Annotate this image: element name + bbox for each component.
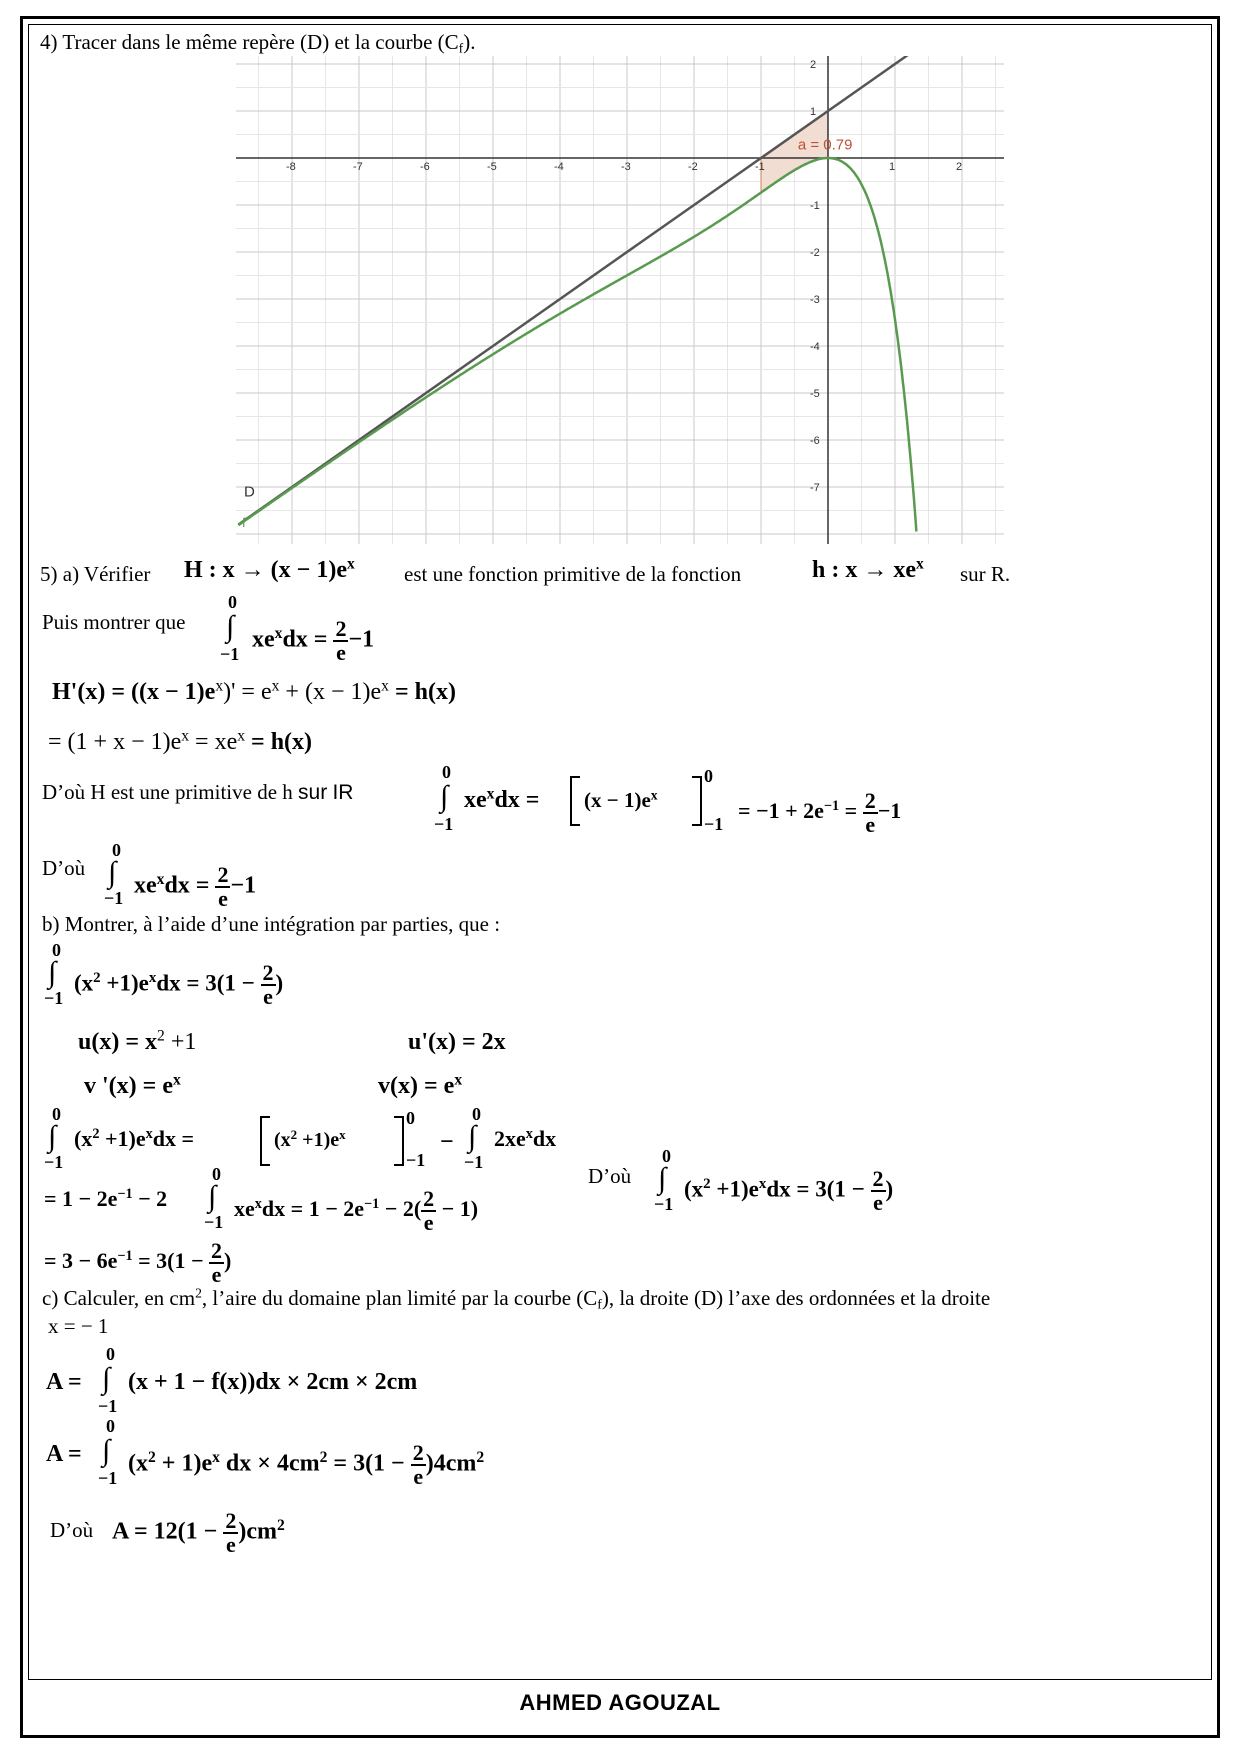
A2-lhs: A = — [46, 1441, 82, 1467]
proof-l1-d: = h(x) — [388, 679, 456, 705]
eval-bracket-exp: x — [650, 787, 658, 803]
ipp-minus: − — [440, 1129, 454, 1155]
question-5a-prefix: 5) a) Vérifier — [40, 562, 151, 586]
proof-exp: x — [181, 727, 190, 745]
y-tick-label: -3 — [810, 294, 820, 306]
5b-int-upper: 0 — [52, 940, 61, 960]
5c-t2: , l’aire du domaine plan limité par la courbe (C — [201, 1286, 598, 1310]
ipp2-int-lower: −1 — [464, 1152, 484, 1172]
5b-fraction — [261, 962, 276, 1008]
l2-d: dx = 1 − 2e — [261, 1196, 364, 1222]
l3-b: = 3(1 − — [132, 1248, 204, 1274]
x-tick-label: -2 — [688, 161, 698, 173]
u-text: u(x) = x — [78, 1029, 158, 1055]
eval-result-text: = −1 + 2e — [738, 798, 824, 824]
5b-dou-int-upper: 0 — [662, 1146, 671, 1166]
5b-dou-b: +1)e — [710, 1176, 759, 1202]
ipp-body-b: +1)e — [99, 1126, 146, 1151]
proof-line-2 — [48, 727, 313, 755]
5c-t3: ), la droite (D) l’axe des ordonnées et la droite — [601, 1286, 991, 1310]
A2-cm2-end: 2 — [476, 1448, 485, 1466]
u-prime-def — [408, 1030, 506, 1054]
h-definition: h : x → xe — [812, 557, 916, 583]
y-tick-label: -5 — [810, 388, 820, 400]
u-prime-text: u'(x) = 2x — [408, 1029, 506, 1055]
A2-b: + 1)e — [155, 1450, 213, 1477]
eval-dx: dx = — [494, 787, 540, 813]
int-dx: dx = — [282, 626, 328, 653]
final-frac-den: e — [225, 1532, 236, 1557]
l2-frac-den: e — [423, 1210, 434, 1235]
y-tick-label: 2 — [810, 59, 817, 71]
dou-frac-num: 2 — [217, 862, 229, 887]
question-5a-h — [812, 555, 924, 583]
ipp-right-dx: dx — [532, 1126, 557, 1151]
A1-rhs: (x + 1 − f(x))dx × 2cm × 2cm — [128, 1369, 418, 1395]
proof-exp: x — [237, 727, 246, 745]
dou-frac-den: e — [218, 886, 228, 911]
ipp-left — [74, 1128, 194, 1150]
eval-upper: 0 — [704, 766, 713, 786]
question-5b: b) Montrer, à l’aide d’une intégration par parties, que : — [42, 912, 501, 936]
u-sq: 2 — [157, 1027, 165, 1045]
dou-body-exp: x — [156, 870, 165, 888]
l3-close: ) — [224, 1248, 232, 1274]
l3-fraction — [209, 1240, 224, 1286]
l2-int-lower: −1 — [204, 1212, 224, 1232]
A2-a: (x — [128, 1450, 148, 1477]
5b-sq: 2 — [93, 970, 101, 987]
5b-dou-sq: 2 — [703, 1176, 711, 1193]
l2-c-exp: x — [254, 1196, 262, 1213]
question-4 — [40, 30, 475, 54]
l2-a-exp: −1 — [117, 1186, 133, 1203]
proof-exp: x — [381, 677, 389, 695]
eval-bracket-text: (x − 1)e — [584, 788, 651, 812]
A2-integral-sign: ∫ — [102, 1434, 111, 1467]
area-label: a = 0.79 — [797, 136, 853, 154]
v-prime-def — [84, 1071, 181, 1099]
donc-primitive — [42, 780, 353, 805]
A1-int-lower: −1 — [98, 1396, 118, 1416]
l2-a: = 1 − 2e — [44, 1186, 118, 1211]
5b-int-lower: −1 — [44, 988, 64, 1008]
5b-close: ) — [275, 970, 284, 996]
sur-text: sur — [298, 781, 328, 804]
x-tick-label: -6 — [420, 161, 430, 173]
u-def — [78, 1027, 197, 1055]
l2-b: − 2 — [132, 1186, 168, 1211]
H-exponent: x — [346, 555, 355, 573]
ipp-int-lower: −1 — [44, 1152, 64, 1172]
l3-frac-den: e — [211, 1262, 222, 1287]
5b-dou-body — [684, 1168, 893, 1214]
5c-t1: c) Calculer, en cm — [42, 1286, 196, 1310]
fraction-2-over-e — [333, 618, 348, 664]
ipp-right-text: 2xe — [494, 1126, 526, 1151]
question-5a-mid: est une fonction primitive de la fonction — [404, 562, 742, 586]
l3-frac-num: 2 — [211, 1238, 223, 1263]
v-text: v(x) = e — [378, 1073, 455, 1099]
puis-montrer: Puis montrer que — [42, 610, 186, 634]
proof-exp: x — [215, 677, 224, 695]
5b-dx: dx = 3(1 − — [156, 970, 255, 996]
y-tick-label: -4 — [810, 341, 820, 353]
eval-int-body — [464, 785, 540, 813]
A1-lhs: A = — [46, 1369, 82, 1395]
dou-int-body — [134, 864, 256, 910]
A2-frac-den: e — [413, 1464, 424, 1489]
eval-bracket-body — [584, 787, 658, 812]
ipp-integral-sign: ∫ — [48, 1120, 57, 1153]
dou-body-text: xe — [134, 872, 157, 899]
proof-l2-a: = (1 + x − 1)e — [48, 729, 182, 755]
x-tick-label: -1 — [755, 161, 765, 173]
l2-frac-num: 2 — [423, 1186, 435, 1211]
question-4-text: 4) Tracer dans le même repère (D) et la courbe (C — [40, 30, 459, 54]
l2-e: − 2( — [379, 1196, 422, 1222]
donc-text: D’où H est une primitive de h — [42, 780, 293, 804]
ipp-bracket-upper: 0 — [406, 1108, 415, 1128]
ipp-exp: x — [145, 1126, 153, 1143]
proof-exp: x — [271, 677, 280, 695]
final-fraction — [223, 1510, 238, 1556]
int-lower: −1 — [220, 644, 240, 664]
ipp-bracket-a: (x — [274, 1129, 291, 1151]
int-body — [252, 618, 374, 664]
ipp2-integral-sign: ∫ — [468, 1120, 477, 1153]
y-tick-label: -7 — [810, 482, 820, 494]
ipp-line-3 — [44, 1240, 231, 1286]
bracket-right — [692, 776, 702, 826]
ipp-sq: 2 — [92, 1126, 100, 1143]
ipp-line-2-a — [44, 1188, 167, 1210]
dou-fraction — [215, 864, 230, 910]
A2-d: = 3(1 − — [327, 1450, 405, 1477]
int-upper: 0 — [228, 592, 237, 612]
A2-rhs — [128, 1442, 484, 1488]
eval-int-upper: 0 — [442, 762, 451, 782]
question-5a-H — [184, 555, 355, 583]
A2-frac-num: 2 — [412, 1440, 424, 1465]
minus-one: −1 — [348, 626, 375, 653]
eval-result-exp: −1 — [823, 798, 840, 815]
line-D-label: D — [244, 483, 255, 501]
5b-dou-integral-sign: ∫ — [658, 1162, 667, 1195]
l2-fraction — [421, 1188, 436, 1234]
frac-den: e — [336, 640, 346, 665]
eval-frac-den: e — [865, 812, 876, 837]
x-tick-label: -7 — [353, 161, 363, 173]
5b-dou-a: (x — [684, 1176, 704, 1202]
y-tick-label: 1 — [810, 106, 817, 118]
5b-dou-frac-num: 2 — [872, 1166, 884, 1191]
question-4-sub: f — [458, 40, 464, 56]
ipp-bracket-exp: x — [339, 1126, 346, 1142]
final-a: A = 12(1 − — [112, 1518, 218, 1545]
A2-int-lower: −1 — [98, 1468, 118, 1488]
v-def — [378, 1071, 463, 1099]
eval-result — [738, 790, 901, 836]
final-b: )cm — [238, 1518, 277, 1545]
y-tick-label: -6 — [810, 435, 820, 447]
ipp2-int-upper: 0 — [472, 1104, 481, 1124]
ipp-bracket-lower: −1 — [406, 1150, 426, 1170]
question-5c — [42, 1286, 990, 1310]
ipp-right-exp: x — [525, 1126, 533, 1143]
eval-body-text: xe — [464, 787, 487, 813]
ipp-right — [494, 1128, 556, 1150]
5b-dou-dx: dx = 3(1 − — [766, 1176, 865, 1202]
eval-lower: −1 — [704, 814, 724, 834]
footer-author: AHMED AGOUZAL — [519, 1690, 721, 1715]
ipp-bracket-right — [394, 1116, 404, 1166]
eval-fraction — [863, 790, 878, 836]
eval-body-exp: x — [486, 785, 495, 803]
ipp-bracket-body — [274, 1126, 346, 1151]
eval-integral-sign: ∫ — [440, 780, 449, 813]
x-tick-label: -3 — [621, 161, 631, 173]
A1-int-upper: 0 — [106, 1344, 115, 1364]
proof-l1-b: )' = e — [223, 679, 272, 705]
x-tick-label: -5 — [487, 161, 497, 173]
R-symbol: IR — [332, 781, 354, 804]
eval-minus-one: −1 — [877, 798, 902, 824]
x-tick-label: -8 — [286, 161, 296, 173]
dou-minus-one: −1 — [230, 872, 257, 899]
x-tick-label: 1 — [889, 161, 896, 173]
x-tick-label: 2 — [956, 161, 963, 173]
H-definition: H : x → (x − 1)e — [184, 557, 347, 583]
curve-f-label: f — [242, 514, 246, 530]
frac-num: 2 — [335, 616, 347, 641]
5b-dou-close: ) — [885, 1176, 894, 1202]
proof-l2-c: = h(x) — [245, 729, 313, 755]
question-5a-suffix: sur R. — [960, 562, 1011, 586]
v-exp: x — [454, 1071, 463, 1089]
5b-int-body — [74, 962, 283, 1008]
l3-a: = 3 − 6e — [44, 1248, 118, 1274]
proof-l2-b: = xe — [189, 729, 238, 755]
proof-line-1 — [52, 677, 456, 705]
5b-dou-exp: x — [758, 1176, 767, 1193]
eval-eq: = — [844, 798, 858, 824]
A1-integral-sign: ∫ — [102, 1362, 111, 1395]
A2-c: dx × 4cm — [219, 1450, 320, 1477]
dou-1: D’où — [42, 856, 86, 880]
eval-int-lower: −1 — [434, 814, 454, 834]
l2-int-upper: 0 — [212, 1164, 221, 1184]
u-tail: +1 — [164, 1029, 197, 1055]
5b-body-a: (x — [74, 970, 94, 996]
ipp-line-2-b — [234, 1188, 478, 1234]
final-dou: D’où — [50, 1518, 94, 1542]
dou-int-upper: 0 — [112, 840, 121, 860]
question-4-tail: ). — [463, 30, 476, 54]
x-tick-label: -4 — [554, 161, 564, 173]
5b-frac-den: e — [263, 984, 273, 1009]
final-area — [112, 1510, 285, 1556]
A2-e: )4cm — [425, 1450, 477, 1477]
dou-integral-sign: ∫ — [108, 856, 117, 889]
l2-integral-sign: ∫ — [208, 1180, 217, 1213]
dou-dx: dx = — [164, 872, 210, 899]
dou-int-lower: −1 — [104, 888, 124, 908]
final-frac-num: 2 — [225, 1508, 237, 1533]
5b-body-b: +1)e — [100, 970, 149, 996]
ipp-eq: dx = — [152, 1126, 195, 1151]
ipp-bracket-left — [260, 1116, 270, 1166]
ipp-body-a: (x — [74, 1126, 93, 1151]
5b-exp: x — [148, 970, 157, 987]
A2-cm2: 2 — [319, 1448, 328, 1466]
int-body-exp: x — [274, 624, 283, 642]
v-prime-text: v '(x) = e — [84, 1073, 173, 1099]
proof-l1-a: H'(x) = ((x − 1)e — [52, 679, 216, 705]
l3-exp: −1 — [117, 1248, 133, 1265]
5b-integral-sign: ∫ — [48, 956, 57, 989]
final-sq: 2 — [277, 1516, 285, 1534]
l2-d-exp: −1 — [364, 1196, 380, 1213]
5b-frac-num: 2 — [262, 960, 274, 985]
5b-dou-fraction — [871, 1168, 886, 1214]
h-exponent: x — [916, 555, 924, 573]
5b-dou: D’où — [588, 1164, 632, 1188]
A2-fraction — [411, 1442, 426, 1488]
y-tick-label: -1 — [810, 200, 820, 212]
ipp-int-upper: 0 — [52, 1104, 61, 1124]
bracket-left — [570, 776, 580, 826]
y-tick-label: -2 — [810, 247, 820, 259]
A2-sq: 2 — [148, 1448, 156, 1466]
5b-dou-int-lower: −1 — [654, 1194, 674, 1214]
ipp-bracket-b: +1)e — [297, 1129, 340, 1151]
integral-sign: ∫ — [226, 610, 235, 643]
ipp-bracket-sq: 2 — [290, 1126, 298, 1142]
proof-l1-c: + (x − 1)e — [279, 679, 382, 705]
5c-sup: 2 — [195, 1285, 202, 1301]
eval-frac-num: 2 — [864, 788, 876, 813]
l2-f: − 1) — [436, 1196, 479, 1222]
A2-exp: x — [212, 1448, 220, 1466]
5b-dou-frac-den: e — [873, 1190, 883, 1215]
A2-int-upper: 0 — [106, 1416, 115, 1436]
l2-c: xe — [234, 1196, 255, 1222]
function-graph — [236, 56, 1004, 544]
v-prime-exp: x — [172, 1071, 181, 1089]
question-5c-line2: x = − 1 — [48, 1314, 109, 1338]
int-body-text: xe — [252, 626, 275, 653]
5c-sub: f — [597, 1296, 602, 1312]
